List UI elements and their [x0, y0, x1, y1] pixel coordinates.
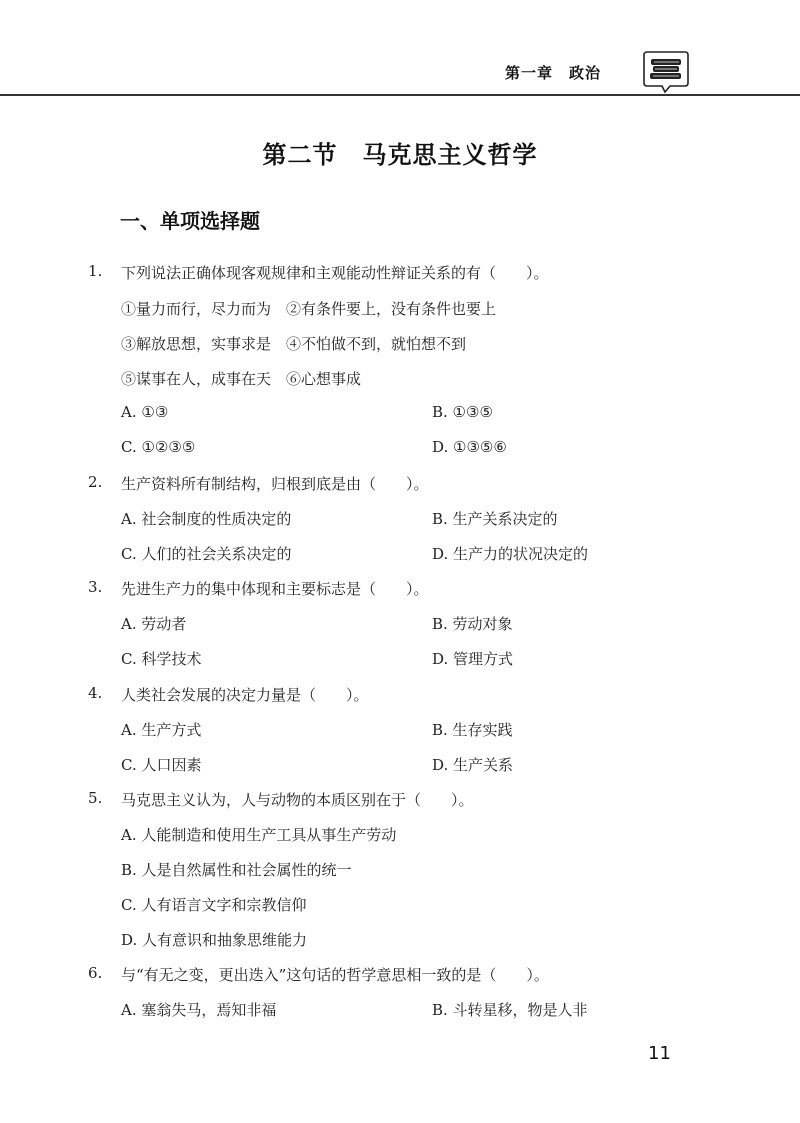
- option-b: B. 劳动对象: [432, 615, 513, 633]
- option-b: B. ①③⑤: [432, 403, 493, 421]
- option-b: B. 生产关系决定的: [432, 510, 558, 528]
- option-d: D. 生产力的状况决定的: [432, 545, 589, 563]
- question-number: 2.: [88, 473, 103, 491]
- question-stem: 下列说法正确体现客观规律和主观能动性辩证关系的有（ ）。: [121, 264, 549, 282]
- option-a: A. 劳动者: [121, 615, 187, 633]
- option-a: A. 社会制度的性质决定的: [121, 510, 292, 528]
- page-number: 11: [648, 1043, 671, 1064]
- option-d: D. ①③⑤⑥: [432, 438, 507, 456]
- statement-line: ⑤谋事在人，成事在天 ⑥心想事成: [121, 370, 362, 388]
- question-stem: 马克思主义认为，人与动物的本质区别在于（ ）。: [121, 791, 474, 809]
- option-c: C. 人们的社会关系决定的: [121, 545, 292, 563]
- option-a: A. 人能制造和使用生产工具从事生产劳动: [121, 826, 397, 844]
- question-number: 3.: [88, 578, 103, 596]
- option-d: D. 人有意识和抽象思维能力: [121, 931, 308, 949]
- stack-of-books-icon: [643, 50, 689, 94]
- option-c: C. 人有语言文字和宗教信仰: [121, 896, 307, 914]
- option-a: A. ①③: [121, 403, 169, 421]
- question-number: 1.: [88, 262, 103, 280]
- question-number: 5.: [88, 789, 103, 807]
- question-number: 6.: [88, 964, 103, 982]
- question-stem: 人类社会发展的决定力量是（ ）。: [121, 686, 369, 704]
- statement-line: ③解放思想，实事求是 ④不怕做不到，就怕想不到: [121, 335, 467, 353]
- option-c: C. 科学技术: [121, 650, 202, 668]
- option-c: C. 人口因素: [121, 756, 202, 774]
- option-d: D. 生产关系: [432, 756, 514, 774]
- option-a: A. 生产方式: [121, 721, 202, 739]
- option-a: A. 塞翁失马，焉知非福: [121, 1001, 277, 1019]
- chapter-heading: 第一章 政治: [505, 64, 602, 82]
- question-stem: 先进生产力的集中体现和主要标志是（ ）。: [121, 580, 429, 598]
- option-b: B. 人是自然属性和社会属性的统一: [121, 861, 352, 879]
- option-b: B. 生存实践: [432, 721, 513, 739]
- question-number: 4.: [88, 684, 103, 702]
- subsection-title: 一、单项选择题: [120, 209, 260, 233]
- question-stem: 与“有无之变，更出迭入”这句话的哲学意思相一致的是（ ）。: [121, 966, 549, 984]
- option-b: B. 斗转星移，物是人非: [432, 1001, 588, 1019]
- section-title: 第二节 马克思主义哲学: [262, 141, 538, 169]
- header-divider: [0, 94, 800, 96]
- question-stem: 生产资料所有制结构，归根到底是由（ ）。: [121, 475, 429, 493]
- statement-line: ①量力而行，尽力而为 ②有条件要上，没有条件也要上: [121, 300, 497, 318]
- option-d: D. 管理方式: [432, 650, 514, 668]
- option-c: C. ①②③⑤: [121, 438, 196, 456]
